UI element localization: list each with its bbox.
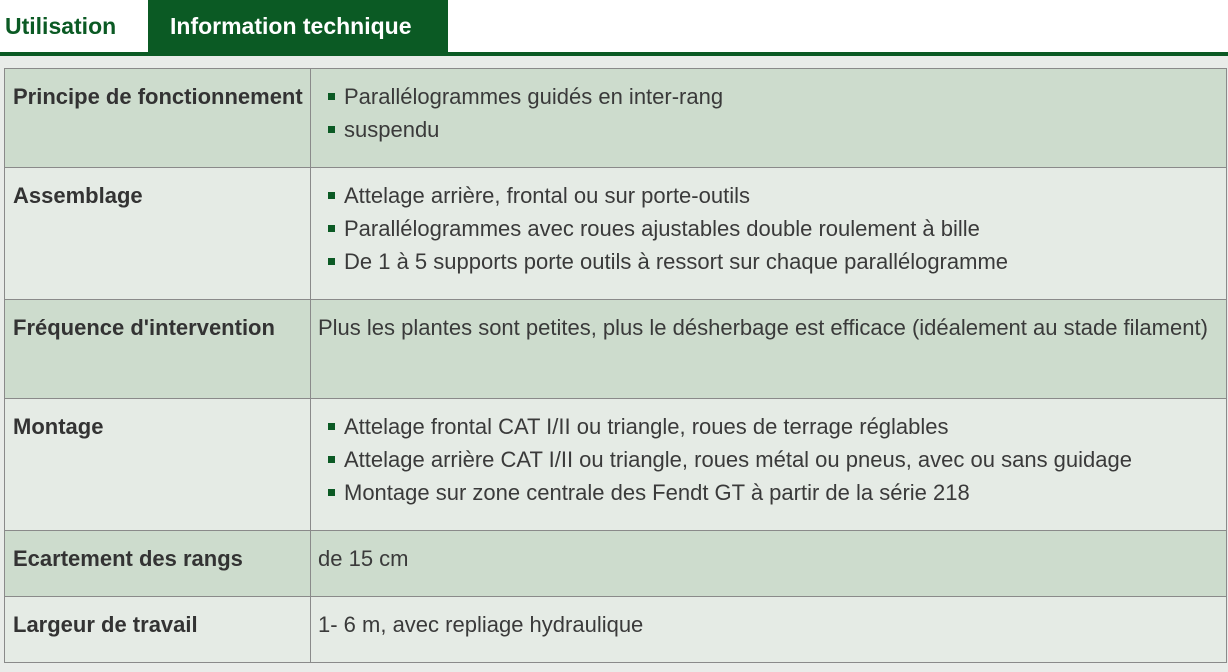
- table-row: [5, 399, 1227, 531]
- list-item-text: Attelage arrière, frontal ou sur porte-outils: [344, 183, 750, 208]
- bullet-icon: [328, 423, 335, 430]
- table-row: [5, 300, 1227, 399]
- list-item-text: Parallélogrammes guidés en inter-rang: [344, 84, 724, 109]
- row-label: Assemblage: [5, 168, 311, 300]
- list-item: [328, 476, 1226, 509]
- list-item-text: Parallélogrammes avec roues ajustables double roulement à bille: [344, 216, 980, 241]
- bullet-list: [318, 410, 1226, 509]
- tab-utilisation[interactable]: Utilisation: [0, 0, 148, 52]
- list-item-text: Montage sur zone centrale des Fendt GT à partir de la série 218: [344, 480, 970, 505]
- bullet-icon: [328, 489, 335, 496]
- tech-info-panel: [0, 68, 1228, 672]
- row-label: Ecartement des rangs: [5, 531, 311, 597]
- list-item: [328, 410, 1226, 443]
- row-value: de 15 cm: [311, 531, 1227, 597]
- bullet-icon: [328, 126, 335, 133]
- table-row: [5, 168, 1227, 300]
- list-item: [328, 212, 1226, 245]
- list-item: [328, 113, 1226, 146]
- bullet-list: [318, 179, 1226, 278]
- row-value: [311, 168, 1227, 300]
- bullet-icon: [328, 192, 335, 199]
- list-item-text: Attelage arrière CAT I/II ou triangle, roues métal ou pneus, avec ou sans guidage: [344, 447, 1132, 472]
- row-value: Plus les plantes sont petites, plus le désherbage est efficace (idéalement au stade filament): [311, 300, 1227, 399]
- bullet-icon: [328, 258, 335, 265]
- bullet-icon: [328, 225, 335, 232]
- row-value: 1- 6 m, avec repliage hydraulique: [311, 597, 1227, 663]
- tech-info-table: [4, 68, 1227, 663]
- list-item: [328, 80, 1226, 113]
- list-item: [328, 443, 1226, 476]
- row-label: Largeur de travail: [5, 597, 311, 663]
- list-item-text: suspendu: [344, 117, 440, 142]
- row-label: Principe de fonctionnement: [5, 69, 311, 168]
- row-label: Montage: [5, 399, 311, 531]
- tab-information-technique[interactable]: Information technique: [148, 0, 448, 52]
- row-value: [311, 69, 1227, 168]
- spacer: [0, 56, 1228, 68]
- table-row: [5, 69, 1227, 168]
- list-item: [328, 179, 1226, 212]
- row-label: Fréquence d'intervention: [5, 300, 311, 399]
- list-item-text: Attelage frontal CAT I/II ou triangle, roues de terrage réglables: [344, 414, 949, 439]
- tab-bar: [0, 0, 1228, 56]
- list-item-text: De 1 à 5 supports porte outils à ressort sur chaque parallélogramme: [344, 249, 1009, 274]
- table-row: [5, 597, 1227, 663]
- table-row: [5, 531, 1227, 597]
- bullet-icon: [328, 93, 335, 100]
- bullet-icon: [328, 456, 335, 463]
- list-item: [328, 245, 1226, 278]
- row-value: [311, 399, 1227, 531]
- bullet-list: [318, 80, 1226, 146]
